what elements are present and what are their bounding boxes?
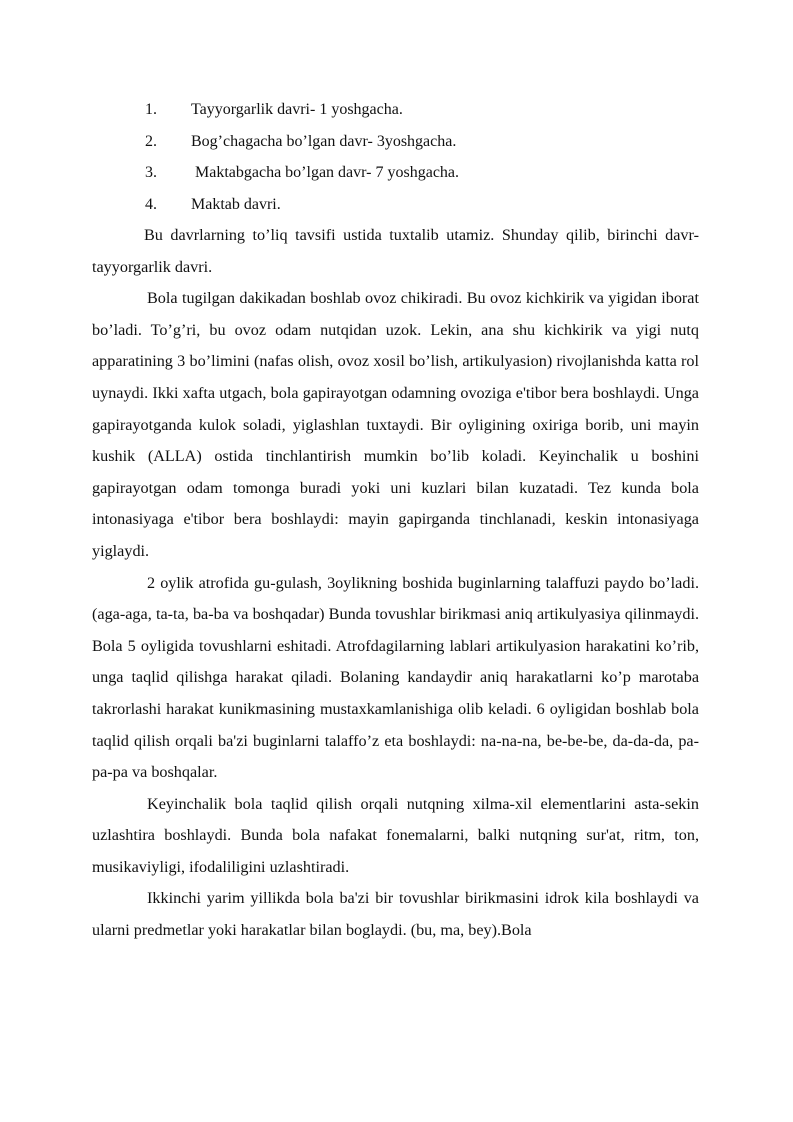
list-item [145,126,705,158]
list-item-text: Bog’chagacha bo’lgan davr- 3yoshgacha. [191,132,457,150]
paragraph: Bu davrlarning to’liq tavsifi ustida tuxtalib utamiz. Shunday qilib, birinchi davr-tayyorgarlik davri. [92,226,699,276]
paragraph: 2 oylik atrofida gu-gulash, 3oylikning boshida buginlarning talaffuzi paydo bo’ladi.(aga-aga, ta-ta, ba-ba va boshqadar) Bunda tovushlar birikmasi aniq artikulyasiya qilinmaydi. Bola 5 oyligida tovushlarni eshitadi. Atrofdagilarning lablari artikulyasion harakatini ko’rib, unga taqlid qilishga harakat qiladi. Bolaning kandaydir aniq harakatlarni ko’p marotaba takrorlashi harakat kunikmasining mustaxkamlanishiga olib keladi. 6 oyligidan boshlab bola taqlid qilish orqali ba'zi buginlarni talaffo’z eta boshlaydi: na-na-na, be-be-be, da-da-da, pa-pa-pa va boshqalar. [92,573,699,782]
paragraph: Keyinchalik bola taqlid qilish orqali nutqning xilma-xil elementlarini asta-sekin uzlashtira boshlaydi. Bunda bola nafakat fonemalarni, balki nutqning sur'at, ritm, ton, musikaviyligi, ifodaliligini uzlashtiradi. [92,794,699,876]
list-item-text: Maktabgacha bo’lgan davr- 7 yoshgacha. [191,164,460,181]
list-item-number: 3. [145,164,157,181]
list-item-text: Tayyorgarlik davri- 1 yoshgacha. [191,101,403,118]
list-item [145,189,705,221]
paragraph: Ikkinchi yarim yillikda bola ba'zi bir tovushlar birikmasini idrok kila boshlaydi va ularni predmetlar yoki harakatlar bilan boglaydi. (bu, ma, bey).Bola [92,889,699,940]
period-list [145,94,705,220]
paragraph: Bola tugilgan dakikadan boshlab ovoz chikiradi. Bu ovoz kichkirik va yigidan iborat bo’ladi. To’g’ri, bu ovoz odam nutqidan uzok. Lekin, ana shu kichkirik va yigi nutq apparatining 3 bo’limini (nafas olish, ovoz xosil bo’lish, artikulyasion) rivojlanishda katta rol uynaydi. Ikki xafta utgach, bola gapirayotgan odamning ovoziga e'tibor bera boshlaydi. Unga gapirayotganda kulok soladi, yiglashlan tuxtaydi. Bir oyligining oxiriga borib, uni mayin kushik (ALLA) ostida tinchlantirish mumkin bo’lib koladi. Keyinchalik u boshini gapirayotgan odam tomonga buradi yoki uni kuzlari bilan kuzatadi. Tez kunda bola intonasiyaga e'tibor bera boshlaydi: mayin gapirganda tinchlanadi, keskin intonasiyaga yiglaydi. [92,289,699,560]
list-item [145,157,705,189]
list-item-number: 1. [145,101,157,118]
list-item [145,94,705,126]
list-item-number: 4. [145,195,157,213]
list-item-text: Maktab davri. [191,195,281,213]
list-item-number: 2. [145,132,157,150]
body-text [92,220,699,947]
